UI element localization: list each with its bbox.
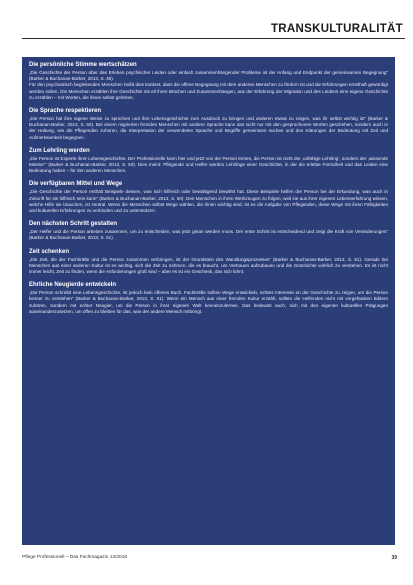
section-title: Zeit schenken [29, 248, 70, 255]
section-title: Die persönliche Stimme wertschätzen [29, 62, 137, 68]
section-persoenliche-stimme [29, 61, 388, 101]
section-title: Den nächsten Schritt gestalten [29, 221, 118, 228]
section-sprache [29, 107, 388, 141]
section-paragraph: „Die Zeit, die der Fachkräfte und die Person zusammen verbringen, ist der Grundstein des Wandlungsprozesses“ (Barker & Buchanan-Barker, 2013, S. 51). Gerade bei Menschen aus einer anderen Kultur ist es wichtig, sich die Zeit zu nehmen, die es braucht, um Vertrauen aufzubauen und die Geschichte wirklich zu verstehen. Es ist nicht immer leicht, Zeit zu finden, wenn die Anforderungen groß sind – aber es ist ein Geschenk, das sich lohnt. [29, 256, 388, 275]
section-title: Die Sprache respektieren [29, 108, 102, 115]
section-naechster-schritt [29, 220, 388, 241]
section-title: Die verfügbaren Mittel und Wege [29, 181, 123, 188]
header-divider [22, 38, 405, 39]
section-paragraph: „Der Helfer und die Person arbeiten zusammen, um zu entscheiden, was jetzt getan werden muss. Der erste Schritt ist entscheidend und zeigt die Kraft von Veränderungen“ (Barker & Buchanan-Barker, 2013, S. 51). [29, 229, 388, 241]
page-number: 39 [391, 555, 397, 561]
section-neugierde [29, 281, 388, 315]
section-mittel-und-wege [29, 180, 388, 214]
section-paragraph: „Die Geschichte der Person enthält Beispiele dessen, was sich hilfreich oder bewältigend bewährt hat. Diese Beispiele helfen der Person bei der Erkundung, was auch in Zukunft für sie hilfreich sein kann“ (Barker & Buchanan-Barker, 2013, S. 50). Den Menschen in ihren Werkzeugen zu folgen, weil sie aus ihrer eigenen Lebenserfahrung wissen, welche Hilfe sie brauchen, ist zentral. Wenn die Menschen selbst Wege wählen, die ihnen wichtig sind, ist es die Aufgabe von Pflegenden, diese Wege mit ihren Fähigkeiten und kulturellen Erfahrungen zu verbinden und zu unterstützen. [29, 189, 388, 214]
section-lehrling [29, 147, 388, 175]
section-title: Zum Lehrling werden [29, 147, 90, 154]
footer-publication: Pflege Professionell – Das Fachmagazin 13/2018 [22, 555, 128, 560]
section-paragraph: Für den psychiatrisch begleitenden Menschen heißt dies konkret, dass die offene Begegnung mit dem anderen Menschen zu fördern ist und die Erfahrungen ernsthaft gewürdigt werden sollen. Die Menschen erzählen ihre Geschichte mit all ihren Brüchen und Zusammenhängen, aus der Erfahrung der Migration und des Leidens eine eigene Geschichte zu erzählen – mit Worten, die ihnen selbst gehören. [29, 82, 388, 100]
content-panel [22, 57, 395, 545]
section-paragraph: „Die Person hat ihre eigene Weise zu sprechen und ihre Lebensgeschichte zum Ausdruck zu bringen und anderen etwas zu zeigen, was ihr selbst wichtig ist“ (Barker & Buchanan-Barker, 2013, S. 50). Bei einem migrierten fremden Menschen mit anderer Sprache kann das nicht nur mit den gesprochenen Worten geschehen, sondern auch in der Haltung, wie die Pflegenden zuhören, die Interpretation der verwendeten Sprache und Begriffe gemeinsam suchen und den Klärungen der Bedeutung mit Zeit und Aufmerksamkeit begegnen. [29, 116, 388, 140]
section-paragraph: „Die Person schreibt eine Lebensgeschichte, ist jedoch kein offenes Buch. Fachkräfte sollten Wege entwickeln, echtes Interesse an der Geschichte zu zeigen, um die Person besser zu verstehen“ (Barker & Buchanan-Barker, 2013, S. 51). Wenn ein Mensch aus einer fremden Kultur erzählt, sollten die Helfenden nicht mit vorgefassten Bildern zuhören, sondern mit echter Neugier, um die Person in ihrer eigenen Welt kennenzulernen. Das bedeutet auch, sich mit den eigenen kulturellen Prägungen auseinanderzusetzen, um offen zu bleiben für das, was der andere Mensch mitbringt. [29, 290, 388, 314]
section-paragraph: „Die Person ist Experte ihrer Lebensgeschichte. Der Professionelle kann hier und jetzt von der Person lernen, die Person ist nicht der ‚unfähige Lehrling‘, sondern der ‚wissende Meister‘“ (Barker & Buchanan-Barker, 2013, S. 50). Dies meint: Pflegende und Helfer werden Lehrlinge einer Geschichte, in der die erlebte Fremdheit und das Leiden eine Bedeutung haben – für den anderen Menschen. [29, 155, 388, 174]
section-paragraph: „Die Geschichte der Person über das Erleben psychischer Leiden oder einfach zusammenhängender Probleme ist der Anfang und Endpunkt der gemeinsamen Begegnung“ (Barker & Buchanan-Barker, 2013, S. 49). [29, 70, 388, 82]
page-header-title: TRANSKULTURALITÄT [270, 23, 403, 35]
section-zeit-schenken [29, 248, 388, 276]
section-title: Ehrliche Neugierde entwickeln [29, 282, 117, 289]
